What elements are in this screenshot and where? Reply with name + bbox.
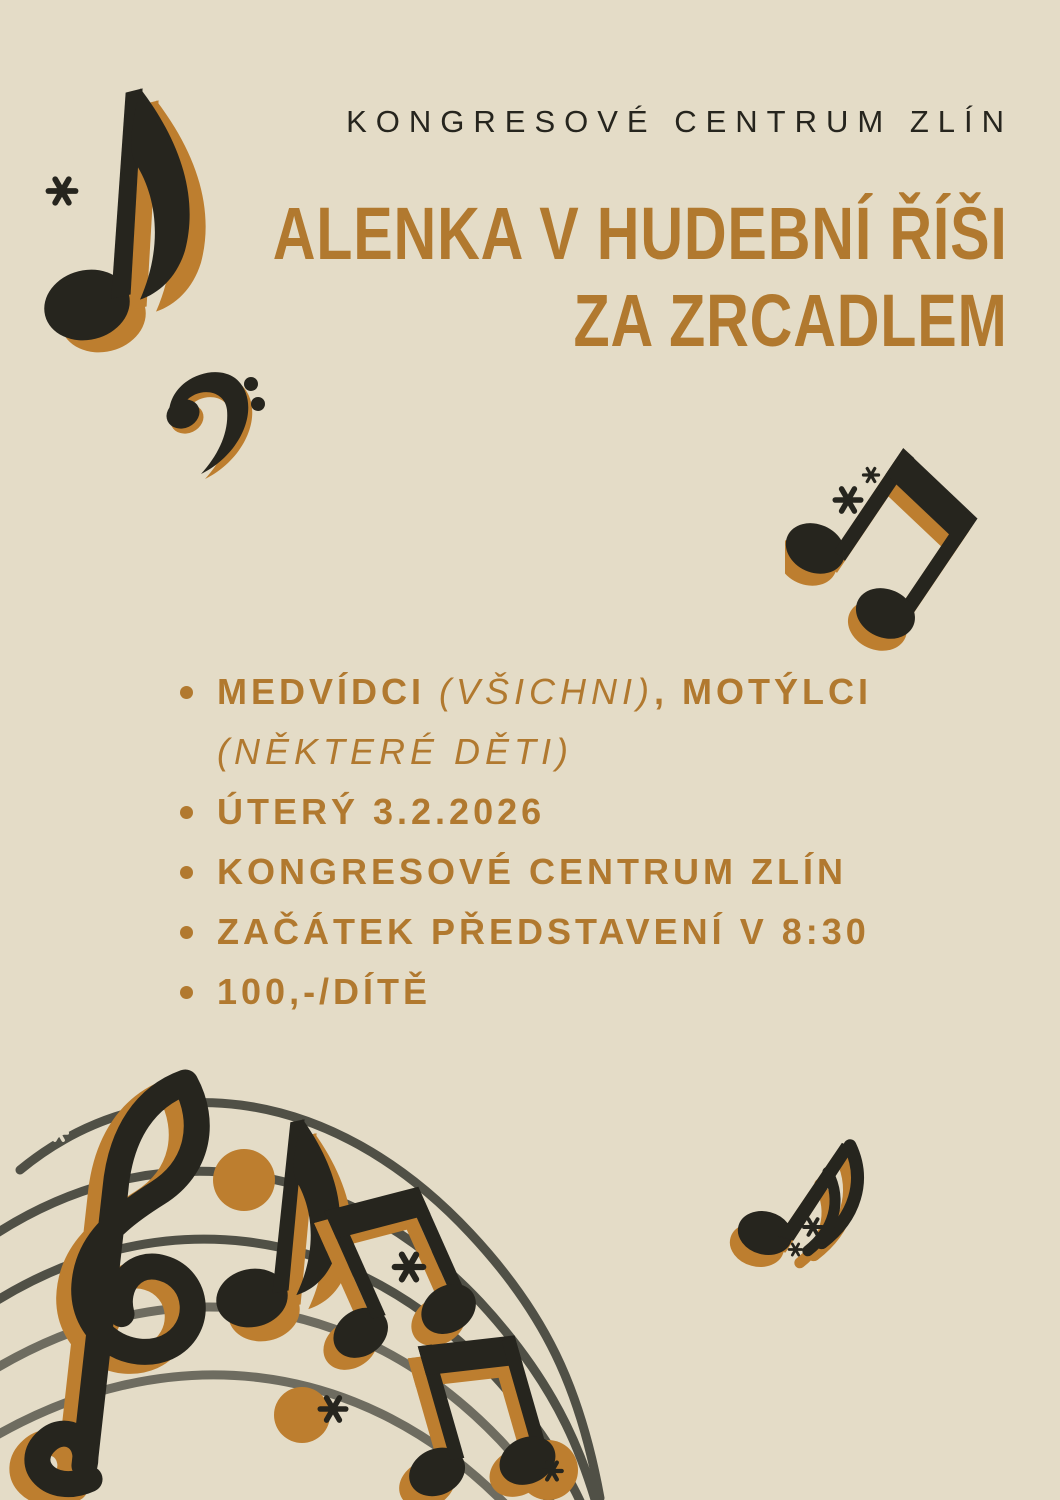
event-title [273,190,1008,364]
sparkle-icon [395,1255,424,1280]
list-item-venue [180,842,872,902]
treble-clef-icon [18,1069,243,1500]
event-time: ZAČÁTEK PŘEDSTAVENÍ V 8:30 [217,911,870,952]
eighth-note-icon [207,1113,360,1355]
staff-lines-icon [0,1103,648,1500]
title-line-1: ALENKA V HUDEBNÍ ŘÍŠI [273,192,1008,275]
separator: , [654,671,683,712]
list-item-groups [180,662,872,782]
list-item-time [180,902,872,962]
list-line [217,662,872,722]
note-head-dot [213,1149,275,1211]
list-item-date [180,782,872,842]
sixteenth-note-icon [715,1115,895,1300]
event-date: ÚTERÝ 3.2.2026 [217,791,546,832]
beamed-notes-icon [785,425,1015,655]
music-staff-illustration [0,1030,660,1500]
note-head-dot [274,1387,330,1443]
sparkle-icon [864,469,879,482]
sparkle-icon [789,1244,802,1255]
list-item-price [180,962,872,1022]
title-line-2: ZA ZRCADLEM [573,279,1008,362]
sparkle-icon [51,1126,68,1140]
sparkle-icon [804,1219,822,1235]
note-head-dot [518,1440,578,1500]
event-price: 100,-/DÍTĚ [217,971,432,1012]
beamed-notes-icon [270,1168,490,1396]
sparkle-icon [835,489,861,511]
venue-name: KONGRESOVÉ CENTRUM ZLÍN [346,104,1013,139]
group-name: MOTÝLCI [682,671,873,712]
group-name: MEDVÍDCI [217,671,440,712]
list-line [217,722,872,782]
sparkle-icon [542,1463,562,1480]
group-note: (VŠICHNI) [439,671,655,712]
event-details-list [180,662,872,1022]
sparkle-icon [49,179,76,202]
sparkle-icon [320,1398,346,1420]
event-venue: KONGRESOVÉ CENTRUM ZLÍN [217,851,848,892]
beamed-notes-icon [361,1317,566,1500]
group-note: (NĚKTERÉ DĚTI) [217,731,574,772]
bass-clef-icon [163,362,288,487]
